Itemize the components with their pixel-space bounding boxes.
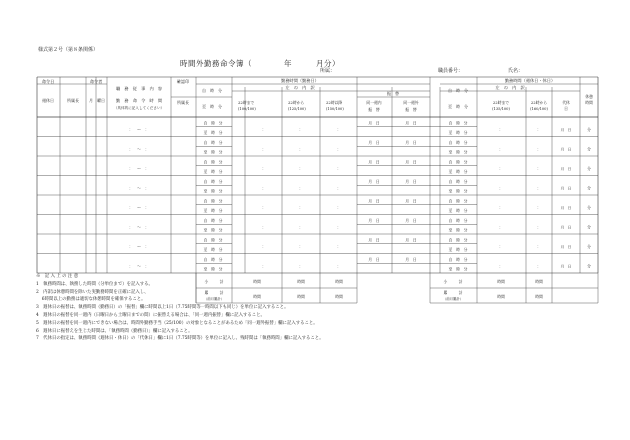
- cell-text: 自 時 分: [448, 159, 468, 165]
- cell-text: ：: [537, 244, 541, 249]
- cell-text: 月 日: [405, 120, 417, 126]
- cell-text: 22時まで: [492, 100, 510, 105]
- cell-text: ：: [537, 263, 541, 269]
- cell-text: ： ～ ：: [129, 185, 149, 191]
- cell-text: （具体的に記入してください）: [113, 106, 165, 110]
- name-label: 氏名：: [508, 68, 524, 74]
- cell-text: ：: [262, 166, 266, 171]
- cell-text: ：: [262, 146, 266, 152]
- cell-text: ： ～ ：: [129, 127, 149, 132]
- cell-text: 同一週外: [403, 100, 419, 105]
- cell-text: ：: [499, 205, 503, 210]
- cell-text: 累 計: [443, 290, 463, 295]
- page-title: 時間外勤務命令簿（ 年 月分）: [180, 59, 340, 68]
- cell-text: 振 替: [405, 107, 417, 112]
- cell-text: 月 日: [560, 167, 572, 171]
- cell-text: 至 時 分: [448, 149, 468, 155]
- cell-text: ：: [499, 224, 503, 230]
- cell-text: ：: [337, 127, 341, 132]
- cell-text: ：: [499, 146, 503, 152]
- cell-text: 22時から: [530, 100, 548, 105]
- cell-text: ：: [499, 166, 503, 171]
- cell-text: ：: [499, 127, 503, 132]
- cell-text: 月 日: [368, 120, 380, 126]
- cell-text: 自 時 分: [448, 198, 468, 204]
- note-line: 1 執務時間は、執務した時間（分単位まで）を記入する。: [36, 281, 153, 287]
- cell-text: 勤務時間（週休日・休日）: [504, 78, 556, 83]
- cell-text: 月 日: [368, 159, 380, 165]
- cell-text: 自 時 分: [203, 159, 223, 165]
- cell-text: ：: [537, 146, 541, 152]
- cell-text: 月 日: [405, 257, 417, 262]
- cell-text: ：: [299, 224, 303, 230]
- cell-text: (125/100): [288, 107, 306, 111]
- cell-text: (160/100): [530, 107, 548, 111]
- cell-text: 22時以降: [326, 100, 343, 105]
- cell-text: ： ～ ：: [129, 263, 149, 269]
- cell-text: 22時から: [288, 100, 305, 105]
- cell-text: 月 日: [368, 140, 380, 145]
- note-line: 2 内訳は休憩時間を除いた実勤務時間を正確に記入し、: [36, 289, 149, 295]
- cell-text: 職 務 従 事 内 容: [115, 86, 163, 91]
- cell-text: （前月累計）: [442, 297, 464, 301]
- cell-text: ：: [337, 263, 341, 269]
- cell-text: 自 時 分: [448, 140, 468, 145]
- cell-text: 月 日: [405, 140, 417, 145]
- cell-text: 月 日: [368, 237, 380, 243]
- cell-text: 22時まで: [238, 100, 255, 105]
- cell-text: 時間: [585, 100, 593, 105]
- cell-text: 小 計: [443, 279, 463, 284]
- cell-text: 至 時 分: [203, 208, 223, 213]
- note-line: 4 週休日の振替を同一週内（日曜日から土曜日までの間）に振替える場合は、「同一週内振替」欄に記入すること。: [36, 312, 265, 318]
- cell-text: 週休日: [42, 98, 54, 103]
- cell-text: 時間: [535, 279, 543, 284]
- cell-text: 月 日: [560, 206, 572, 210]
- cell-text: ：: [337, 185, 341, 191]
- cell-text: 日: [564, 106, 568, 111]
- cell-text: 分: [587, 127, 591, 132]
- cell-text: ：: [262, 263, 266, 269]
- cell-text: 至 時 分: [203, 227, 223, 233]
- cell-text: （前月累計）: [203, 297, 225, 301]
- cell-text: ：: [262, 224, 266, 230]
- cell-text: 月 日: [368, 257, 380, 262]
- cell-text: 自 時 分: [448, 179, 468, 184]
- cell-text: (135/100): [492, 107, 510, 111]
- cell-text: ：: [262, 205, 266, 210]
- note-line: 3 週休日の振替は、執務時間（勤務日）の「振替」欄に時間以上1日（7.75時間等一時間以下も同じ）を単位に記入すること。: [36, 305, 289, 311]
- cell-text: 時間: [253, 294, 261, 299]
- cell-text: ：: [337, 146, 341, 152]
- cell-text: 至 時 分: [448, 227, 468, 233]
- note-line: 6 週休日に振替えを生じた時間は、「執務時間（勤務日）」欄に記入すること。: [36, 328, 193, 334]
- cell-text: 月 日: [405, 218, 417, 223]
- cell-text: 自 時 分: [203, 198, 223, 204]
- cell-text: 月 日: [560, 225, 572, 230]
- cell-text: 自 時 分: [448, 218, 468, 223]
- cell-text: 命令者: [89, 79, 103, 84]
- cell-text: 時間: [297, 294, 305, 299]
- cell-text: ： ～ ：: [129, 205, 149, 210]
- cell-text: 至 時 分: [448, 208, 468, 213]
- cell-text: 至 時 分: [203, 247, 223, 252]
- cell-text: 累 計: [204, 290, 224, 295]
- cell-text: 月 日: [560, 186, 572, 191]
- cell-text: 自 時 分: [202, 88, 222, 93]
- cell-text: 自 時 分: [203, 218, 223, 223]
- cell-text: 至 時 分: [448, 130, 468, 135]
- note-line: 6時間以上の勤務は適切な休憩時間を確保すること。: [36, 297, 146, 303]
- cell-text: ：: [299, 146, 303, 152]
- cell-text: ：: [262, 127, 266, 132]
- cell-text: 振 替: [387, 91, 399, 96]
- cell-text: 月 日: [405, 237, 417, 243]
- cell-text: 時間: [297, 279, 305, 284]
- cell-text: ：: [299, 166, 303, 171]
- cell-text: 時間: [535, 294, 543, 299]
- cell-text: 自 時 分: [203, 140, 223, 145]
- cell-text: 月 日: [560, 128, 572, 132]
- cell-text: ：: [499, 244, 503, 249]
- cell-text: ： ～ ：: [129, 244, 149, 249]
- cell-text: 至 時 分: [448, 188, 468, 194]
- cell-text: 曜日: [97, 98, 105, 103]
- cell-text: 至 時 分: [203, 188, 223, 194]
- cell-text: 自 時 分: [448, 237, 468, 243]
- cell-text: 至 時 分: [448, 266, 468, 272]
- cell-text: 自 時 分: [448, 120, 468, 126]
- cell-text: 自 時 分: [203, 257, 223, 262]
- cell-text: 月 日: [560, 245, 572, 249]
- cell-text: 勤 務 命 令 時 間: [115, 98, 163, 103]
- cell-text: ：: [299, 263, 303, 269]
- cell-text: 分: [587, 224, 591, 230]
- note-line: 5 週休日の振替を同一週内にできない場合は、時間外勤務手当（25/100）の対象となることがあるため「同一週外振替」欄に記入すること。: [36, 320, 318, 326]
- cell-text: 時間: [497, 294, 505, 299]
- cell-text: 分: [587, 185, 591, 191]
- cell-text: 分: [587, 146, 591, 152]
- cell-text: 時間: [253, 279, 261, 284]
- dept-label: 所属：: [320, 68, 336, 74]
- cell-text: 自 時 分: [448, 257, 468, 262]
- form-number: 様式第２号（第８条関係）: [38, 47, 99, 53]
- cell-text: (150/100): [326, 107, 344, 111]
- cell-text: 振 替: [368, 107, 380, 112]
- cell-text: 自 時 分: [203, 237, 223, 243]
- cell-text: 小 計: [204, 279, 224, 284]
- cell-text: ：: [337, 224, 341, 230]
- cell-text: 至 時 分: [202, 104, 222, 109]
- cell-text: 至 時 分: [203, 149, 223, 155]
- cell-text: ：: [499, 185, 503, 191]
- cell-text: 至 時 分: [203, 130, 223, 135]
- cell-text: 自 時 分: [203, 179, 223, 184]
- cell-text: 月 日: [368, 218, 380, 223]
- cell-text: ：: [537, 205, 541, 210]
- cell-text: 月 日: [560, 264, 572, 269]
- cell-text: ：: [337, 166, 341, 171]
- cell-text: 左 の 内 訳: [285, 85, 315, 90]
- cell-text: 左 の 内 訳: [495, 85, 525, 90]
- staff-number-label: 職員番号：: [438, 68, 464, 74]
- cell-text: 至 時 分: [448, 247, 468, 252]
- cell-text: 分: [587, 263, 591, 269]
- cell-text: 時間: [497, 279, 505, 284]
- cell-text: 確認印: [176, 79, 190, 84]
- note-line: ※ 記 入 上 の 注 意: [36, 274, 79, 279]
- cell-text: ：: [537, 185, 541, 191]
- cell-text: ： ～ ：: [129, 146, 149, 152]
- cell-text: 至 時 分: [448, 169, 468, 174]
- cell-text: ：: [499, 263, 503, 269]
- cell-text: 月 日: [405, 159, 417, 165]
- cell-text: 同一週内: [366, 100, 382, 105]
- cell-text: 月 日: [368, 198, 380, 204]
- cell-text: 月 日: [405, 198, 417, 204]
- cell-text: 月 日: [368, 179, 380, 184]
- cell-text: 分: [587, 244, 591, 249]
- cell-text: ：: [262, 185, 266, 191]
- cell-text: 分: [587, 166, 591, 171]
- cell-text: ：: [537, 127, 541, 132]
- cell-text: 自 時 分: [203, 120, 223, 126]
- cell-text: ： ～ ：: [129, 166, 149, 171]
- cell-text: 所属長: [67, 98, 79, 103]
- cell-text: 命令日: [41, 79, 55, 84]
- cell-text: 月: [89, 98, 93, 103]
- cell-text: ：: [262, 244, 266, 249]
- cell-text: 月 日: [405, 179, 417, 184]
- cell-text: 時間: [335, 294, 343, 299]
- cell-text: ： ～ ：: [129, 224, 149, 230]
- cell-text: ：: [299, 185, 303, 191]
- cell-text: 自 時 分: [448, 88, 468, 93]
- cell-text: ：: [337, 244, 341, 249]
- cell-text: (100/100): [238, 107, 256, 111]
- cell-text: ：: [537, 224, 541, 230]
- cell-text: ：: [299, 205, 303, 210]
- cell-text: ：: [299, 244, 303, 249]
- cell-text: 代休: [562, 100, 570, 105]
- cell-text: ：: [299, 127, 303, 132]
- notes-section: [36, 273, 324, 343]
- note-line: 7 代休日の指定は、執務時間（週休日・休日）の「代休日」欄に1日（7.75時間等）を単位に記入し、残時間は「執務時間」欄に記入すること。: [36, 336, 324, 342]
- cell-text: 至 時 分: [203, 169, 223, 174]
- cell-text: 月 日: [560, 147, 572, 152]
- cell-text: 至 時 分: [448, 104, 468, 109]
- cell-text: 至 時 分: [203, 266, 223, 272]
- cell-text: 所属長: [177, 100, 189, 105]
- cell-text: 時間: [335, 279, 343, 284]
- cell-text: 勤務時間（勤務日）: [281, 78, 319, 83]
- cell-text: 休憩: [585, 94, 593, 99]
- cell-text: ：: [537, 166, 541, 171]
- cell-text: ：: [337, 205, 341, 210]
- cell-text: 分: [587, 205, 591, 210]
